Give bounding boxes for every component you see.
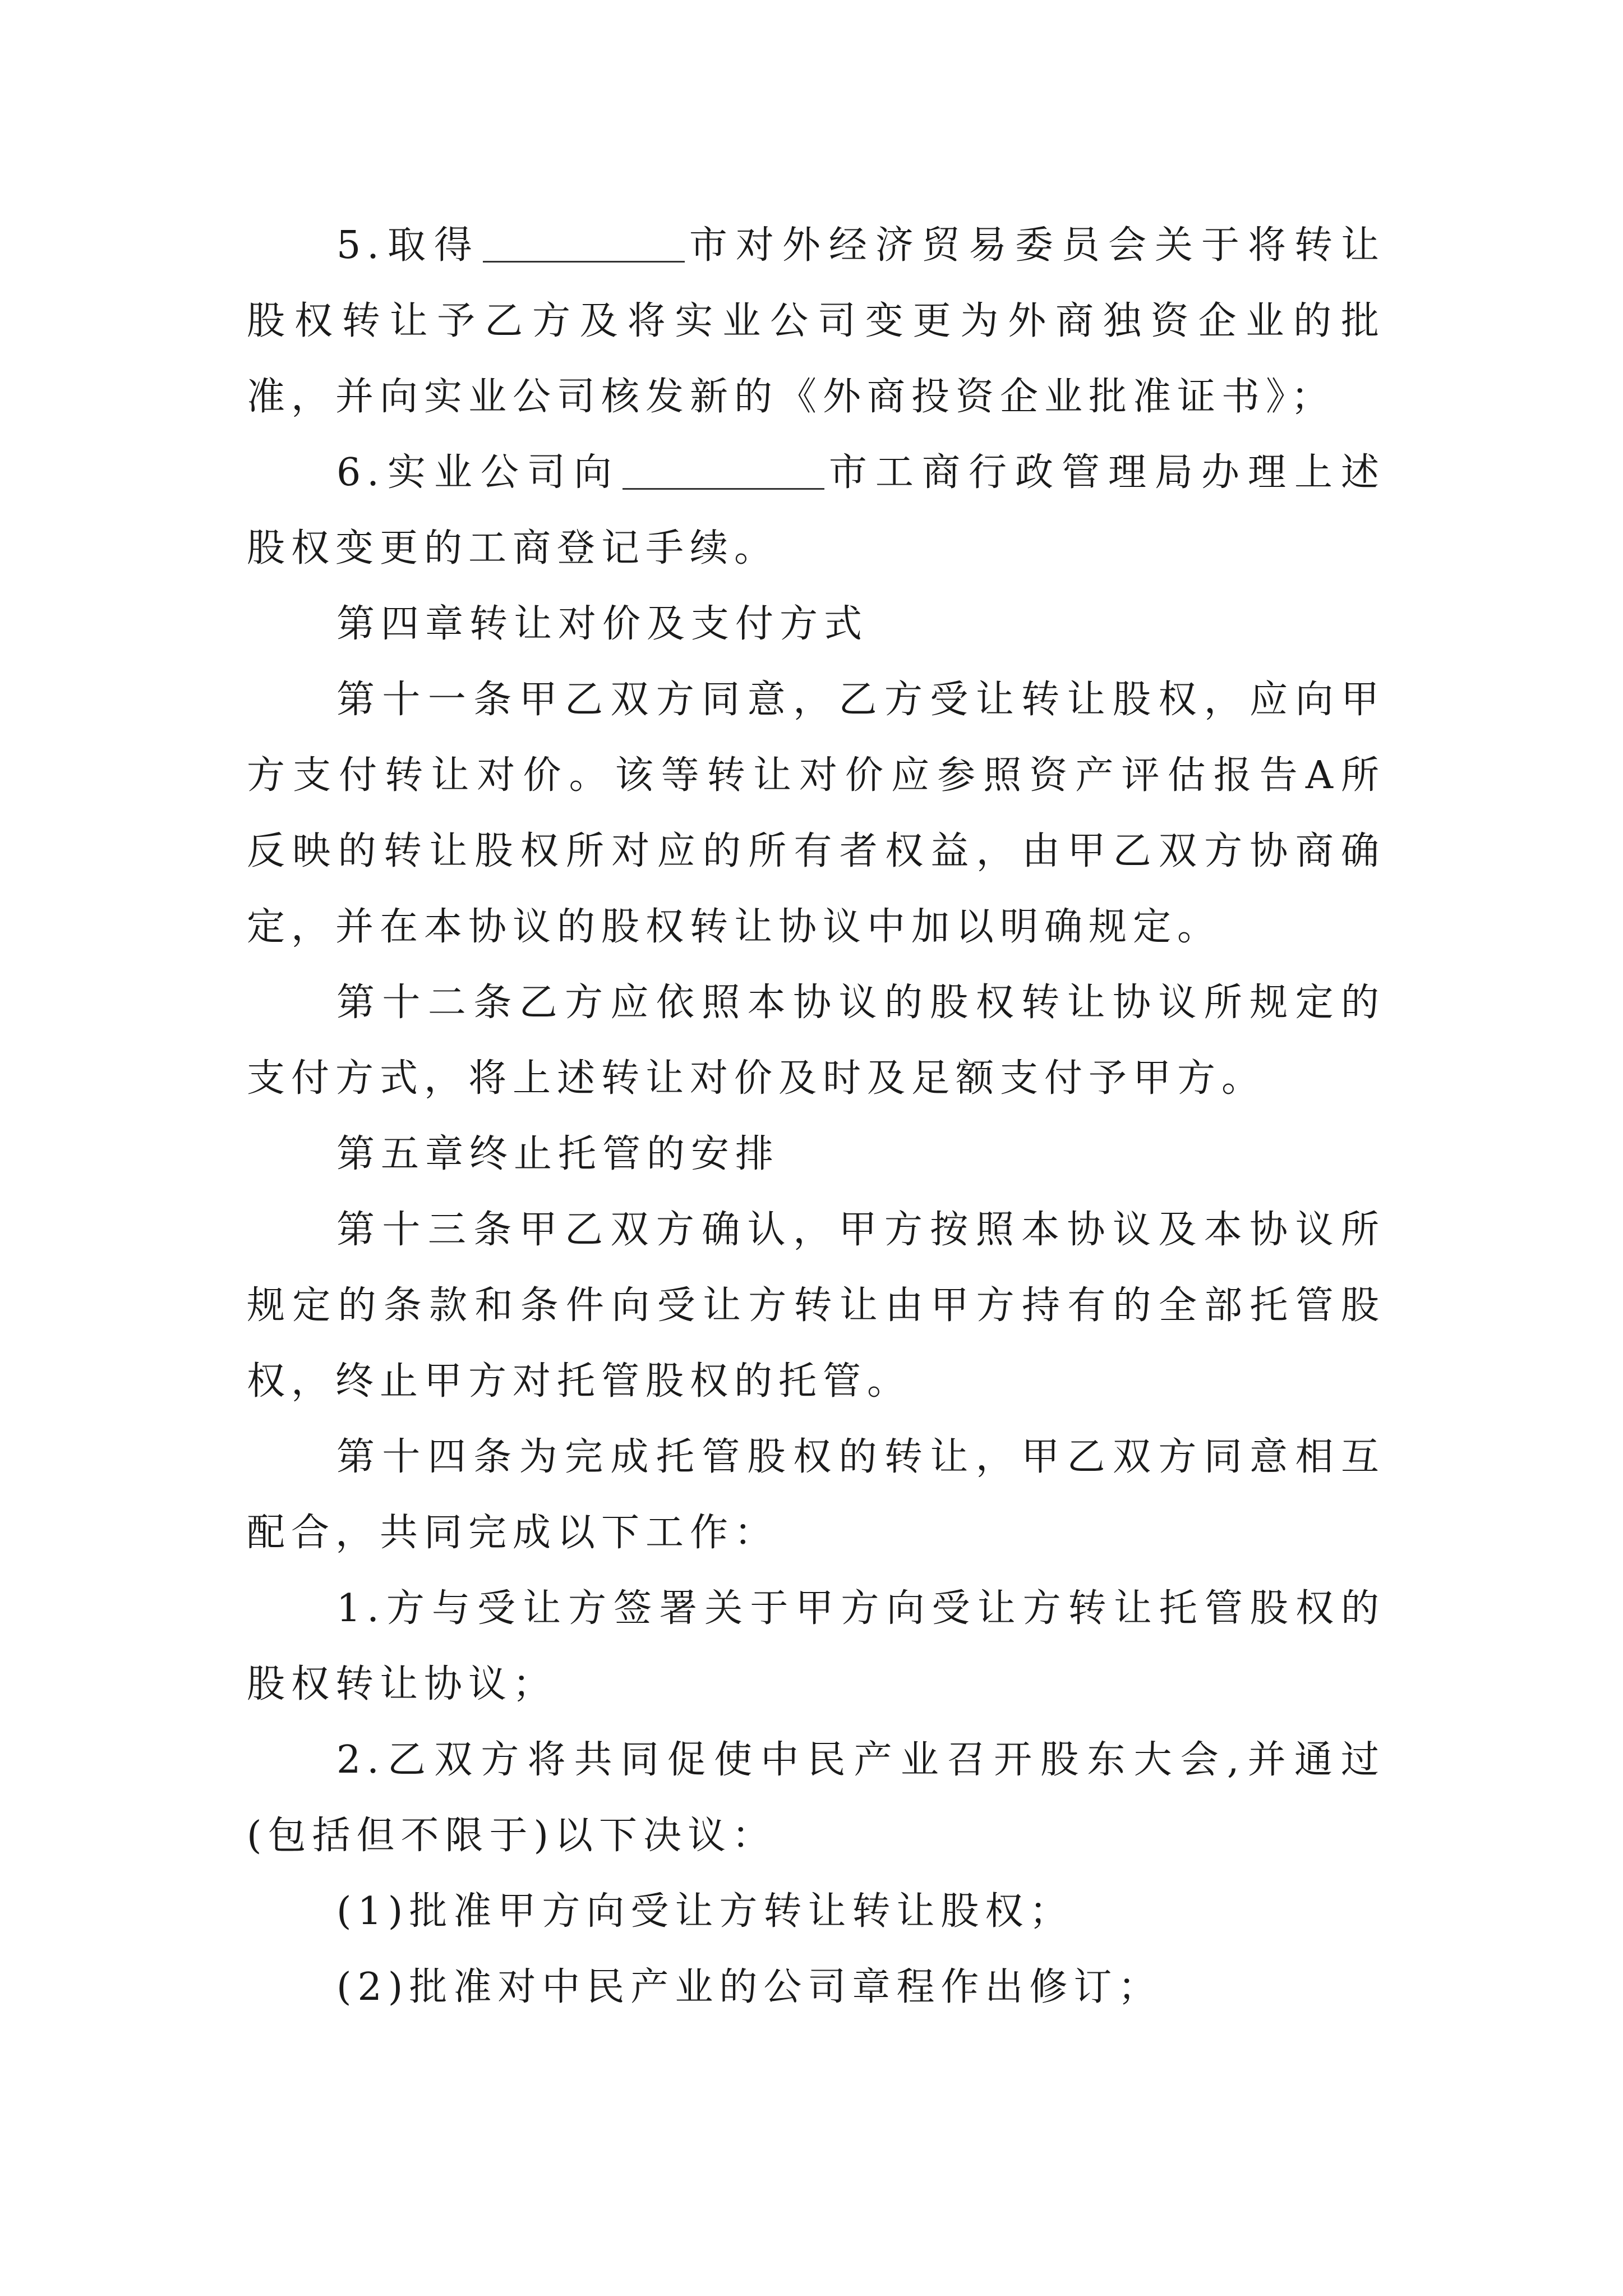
paragraph-item-6	[247, 435, 1385, 586]
article-12: 第十二条乙方应依照本协议的股权转让协议所规定的支付方式，将上述转让对价及时及足额支付予甲方。	[247, 981, 1385, 1101]
fill-in-blank	[483, 224, 685, 263]
document-body	[247, 208, 1385, 2025]
paragraph-text-before-blank: 5.取得	[336, 223, 481, 268]
article-11: 第十一条甲乙双方同意，乙方受让转让股权，应向甲方支付转让对价。该等转让对价应参照资产评估报告A所反映的转让股权所对应的所有者权益，由甲乙双方协商确定，并在本协议的股权转让协议中加以明确规定。	[247, 678, 1385, 949]
article-13: 第十三条甲乙双方确认，甲方按照本协议及本协议所规定的条款和条件向受让方转让由甲方持有的全部托管股权，终止甲方对托管股权的托管。	[247, 1208, 1385, 1404]
paragraph-item-5	[247, 208, 1385, 435]
list-item-2: 2.乙双方将共同促使中民产业召开股东大会,并通过(包括但不限于)以下决议：	[247, 1738, 1385, 1858]
chapter-heading-4: 第四章转让对价及支付方式	[336, 602, 869, 646]
article-14: 第十四条为完成托管股权的转让，甲乙双方同意相互配合，共同完成以下工作：	[247, 1435, 1385, 1555]
sub-item-1: (1)批准甲方向受让方转让转让股权；	[336, 1889, 1074, 1934]
list-item-1: 1.方与受让方签署关于甲方向受让方转让托管股权的股权转让协议；	[247, 1586, 1385, 1706]
paragraph-text-after-blank: 市对外经济贸易委员会关于将转让股权转让予乙方及将实业公司变更为外商独资企业的批准，并向实业公司核发新的《外商投资企业批准证书》；	[247, 223, 1385, 419]
sub-item-2: (2)批准对中民产业的公司章程作出修订；	[336, 1965, 1163, 2009]
fill-in-blank	[623, 451, 824, 490]
chapter-heading-5: 第五章终止托管的安排	[336, 1132, 780, 1176]
paragraph-text-before-blank: 6.实业公司向	[336, 450, 620, 495]
paragraph-text-after-blank: 市工商行政管理局办理上述股权变更的工商登记手续。	[247, 450, 1385, 570]
